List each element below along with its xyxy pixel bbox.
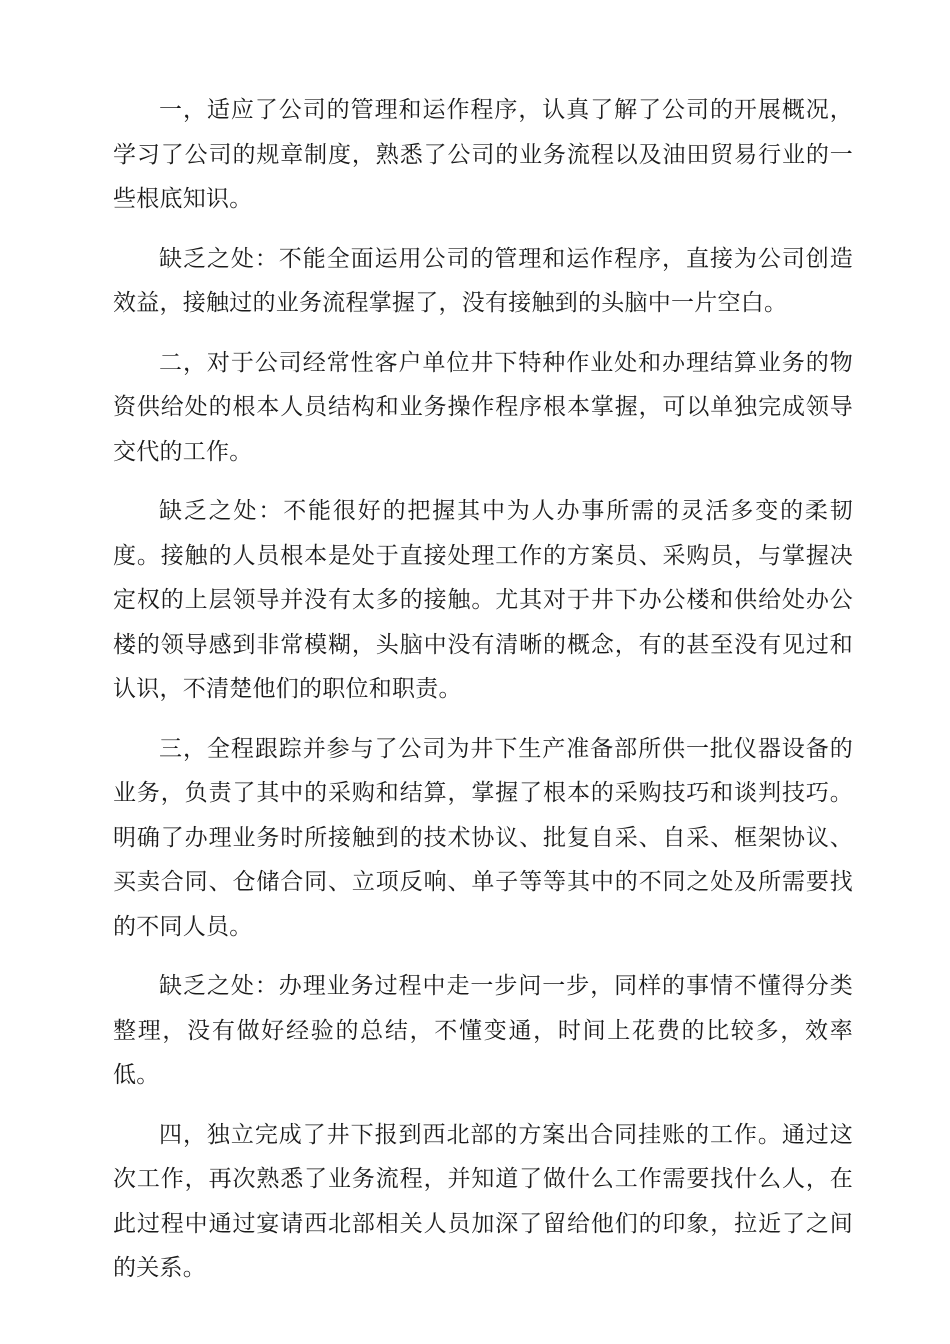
paragraph-shortcoming-three: 缺乏之处：办理业务过程中走一步问一步，同样的事情不懂得分类整理，没有做好经验的总结，不懂变通，时间上花费的比较多，效率低。 (113, 973, 853, 1088)
paragraph-section-three: 三，全程跟踪并参与了公司为井下生产准备部所供一批仪器设备的业务，负责了其中的采购和结算，掌握了根本的采购技巧和谈判技巧。明确了办理业务时所接触到的技术协议、批复自采、自采、框架协议、买卖合同、仓储合同、立项反响、单子等等其中的不同之处及所需要找的不同人员。 (113, 735, 853, 940)
paragraph-section-one: 一，适应了公司的管理和运作程序，认真了解了公司的开展概况，学习了公司的规章制度，熟悉了公司的业务流程以及油田贸易行业的一些根底知识。 (113, 97, 853, 212)
paragraph-section-two: 二，对于公司经常性客户单位井下特种作业处和办理结算业务的物资供给处的根本人员结构和业务操作程序根本掌握，可以单独完成领导交代的工作。 (113, 349, 853, 465)
paragraph-shortcoming-two: 缺乏之处：不能很好的把握其中为人办事所需的灵活多变的柔韧度。接触的人员根本是处于直接处理工作的方案员、采购员，与掌握决定权的上层领导并没有太多的接触。尤其对于井下办公楼和供给处办公楼的领导感到非常模糊，头脑中没有清晰的概念，有的甚至没有见过和认识，不清楚他们的职位和职责。 (113, 498, 853, 702)
paragraph-section-four: 四，独立完成了井下报到西北部的方案出合同挂账的工作。通过这次工作，再次熟悉了业务流程，并知道了做什么工作需要找什么人，在此过程中通过宴请西北部相关人员加深了留给他们的印象，拉近了之间的关系。 (113, 1121, 853, 1281)
document-body (113, 88, 853, 1306)
paragraph-shortcoming-one: 缺乏之处：不能全面运用公司的管理和运作程序，直接为公司创造效益，接触过的业务流程掌握了，没有接触到的头脑中一片空白。 (113, 245, 853, 316)
